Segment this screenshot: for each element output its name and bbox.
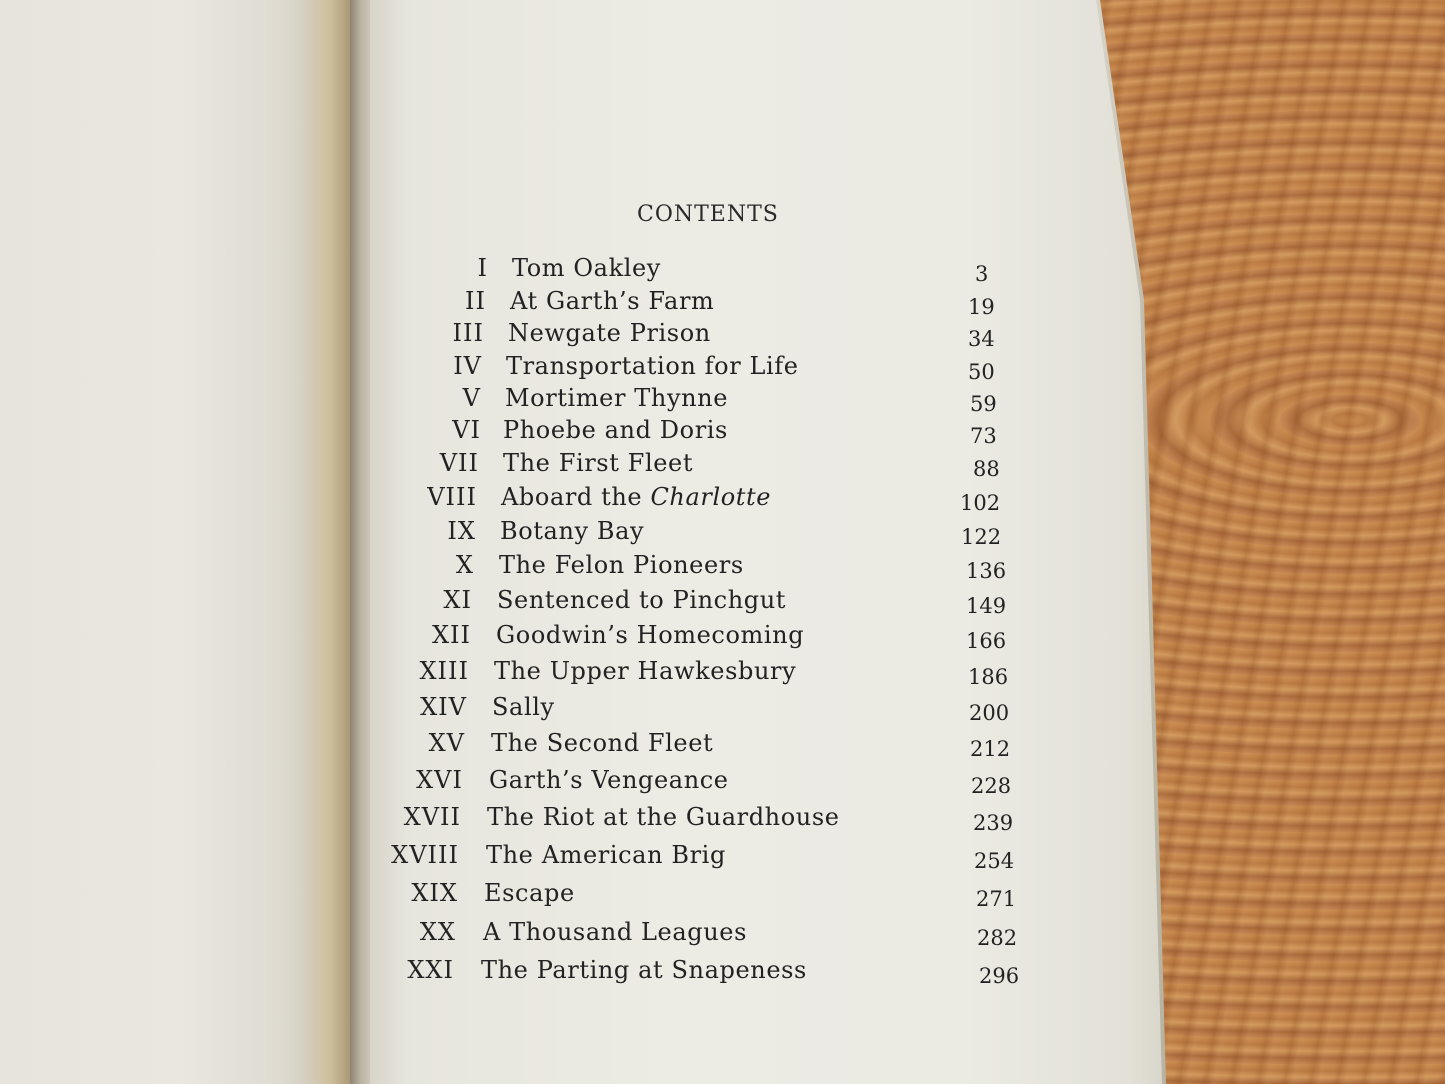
chapter-page-number: 50 bbox=[968, 360, 995, 384]
chapter-number: VIII bbox=[427, 483, 477, 511]
chapter-page-number: 136 bbox=[966, 559, 1007, 583]
chapter-page-number: 254 bbox=[974, 849, 1015, 873]
chapter-number: XIV bbox=[420, 693, 467, 721]
chapter-page-number: 88 bbox=[973, 457, 1000, 481]
chapter-number: VII bbox=[439, 449, 479, 477]
chapter-page-number: 102 bbox=[960, 491, 1001, 515]
chapter-number: XIII bbox=[419, 657, 469, 685]
chapter-page-number: 296 bbox=[979, 964, 1020, 988]
contents-heading: CONTENTS bbox=[637, 202, 779, 227]
chapter-title: Sally bbox=[492, 693, 555, 721]
chapter-title: Mortimer Thynne bbox=[505, 384, 729, 412]
chapter-page-number: 239 bbox=[973, 811, 1014, 835]
chapter-title: The First Fleet bbox=[503, 449, 694, 477]
chapter-page-number: 34 bbox=[968, 327, 995, 351]
chapter-title: Phoebe and Doris bbox=[503, 416, 728, 444]
chapter-title: At Garth’s Farm bbox=[510, 287, 715, 315]
chapter-number: VI bbox=[452, 416, 481, 444]
chapter-title: The Upper Hawkesbury bbox=[494, 657, 797, 685]
chapter-title: Garth’s Vengeance bbox=[489, 766, 729, 794]
chapter-number: XXI bbox=[407, 956, 454, 984]
chapter-page-number: 186 bbox=[968, 665, 1009, 689]
chapter-number: XVI bbox=[416, 766, 463, 794]
chapter-title: The Parting at Snapeness bbox=[481, 956, 807, 984]
chapter-number: XII bbox=[431, 621, 471, 649]
chapter-title: The Felon Pioneers bbox=[499, 551, 744, 579]
chapter-number: IV bbox=[453, 352, 482, 380]
chapter-number: X bbox=[455, 551, 474, 579]
chapter-page-number: 19 bbox=[968, 295, 995, 319]
chapter-title: Sentenced to Pinchgut bbox=[497, 586, 787, 614]
chapter-title: Escape bbox=[484, 879, 575, 907]
chapter-page-number: 212 bbox=[970, 737, 1011, 761]
chapter-number: XVIII bbox=[391, 841, 459, 869]
chapter-page-number: 282 bbox=[977, 926, 1018, 950]
chapter-title: Tom Oakley bbox=[512, 254, 661, 282]
chapter-number: XVII bbox=[403, 803, 461, 831]
chapter-title: Botany Bay bbox=[500, 517, 645, 545]
chapter-number: V bbox=[462, 384, 481, 412]
chapter-title: Transportation for Life bbox=[506, 352, 799, 380]
chapter-page-number: 122 bbox=[961, 525, 1002, 549]
chapter-number: III bbox=[452, 319, 484, 347]
chapter-page-number: 228 bbox=[971, 774, 1012, 798]
chapter-number: I bbox=[477, 254, 488, 282]
chapter-page-number: 271 bbox=[976, 887, 1017, 911]
chapter-page-number: 3 bbox=[975, 262, 989, 286]
chapter-number: XI bbox=[443, 586, 472, 614]
chapter-title: Goodwin’s Homecoming bbox=[496, 621, 805, 649]
chapter-page-number: 73 bbox=[970, 424, 997, 448]
chapter-number: XX bbox=[419, 918, 456, 946]
chapter-title: A Thousand Leagues bbox=[483, 918, 747, 946]
chapter-title: The Second Fleet bbox=[491, 729, 714, 757]
chapter-number: II bbox=[465, 287, 486, 315]
chapter-number: IX bbox=[447, 517, 476, 545]
chapter-title: Aboard the Charlotte bbox=[501, 483, 772, 511]
chapter-page-number: 166 bbox=[966, 629, 1007, 653]
chapter-number: XV bbox=[428, 729, 465, 757]
chapter-page-number: 149 bbox=[966, 594, 1007, 618]
chapter-title: Newgate Prison bbox=[508, 319, 711, 347]
chapter-title-italic: Charlotte bbox=[650, 483, 772, 511]
chapter-page-number: 59 bbox=[970, 392, 997, 416]
chapter-page-number: 200 bbox=[969, 701, 1010, 725]
chapter-title: The American Brig bbox=[486, 841, 726, 869]
chapter-title: The Riot at the Guardhouse bbox=[487, 803, 840, 831]
chapter-number: XIX bbox=[411, 879, 458, 907]
